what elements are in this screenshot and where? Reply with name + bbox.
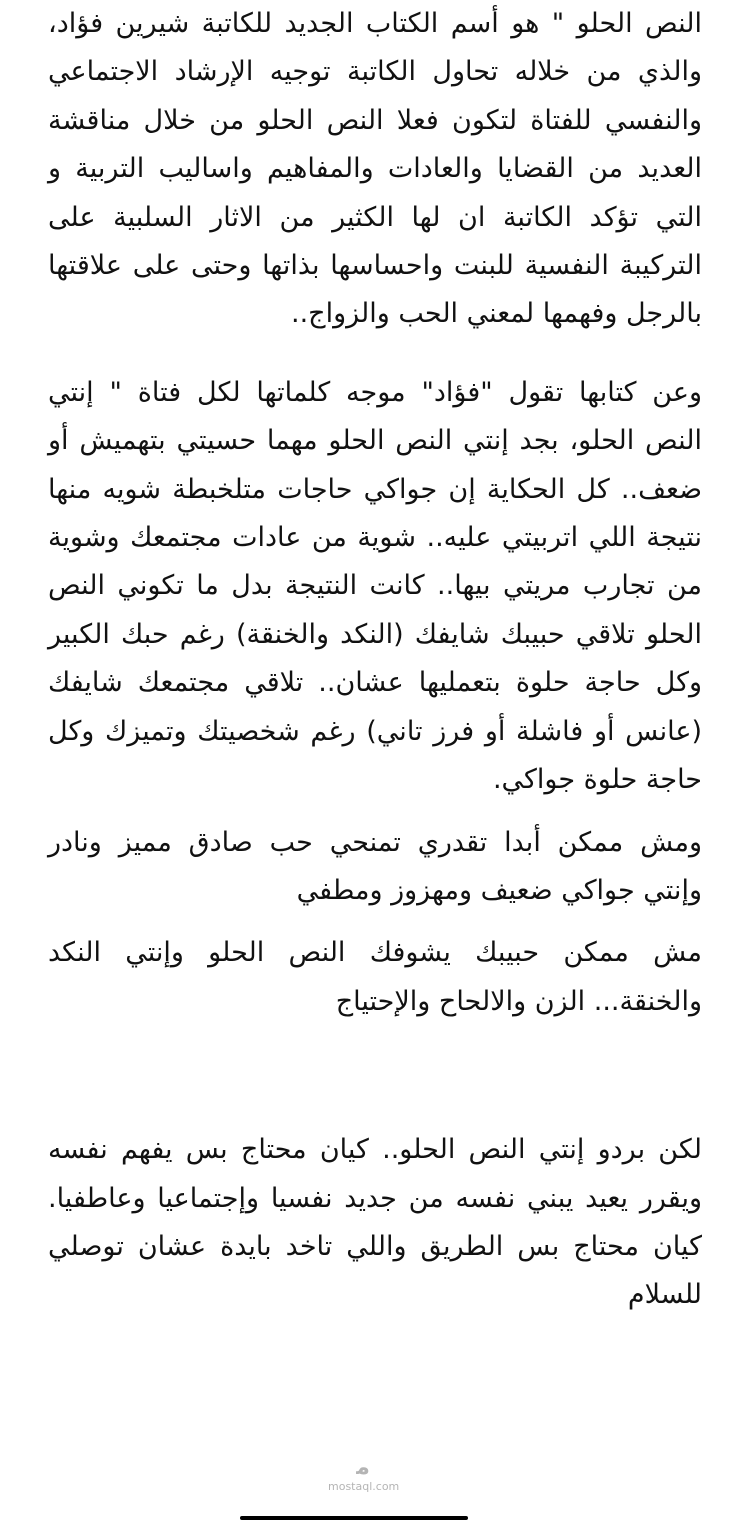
paragraph-partner: مش ممكن حبيبك يشوفك النص الحلو وإنتي النكد والخنقة... الزن والالحاح والإحتياج xyxy=(48,937,702,1017)
paragraph-intro: النص الحلو " هو أسم الكتاب الجديد للكاتبة شيرين فؤاد، والذي من خلاله تحاول الكاتبة توجيه الإرشاد الاجتماعي والنفسي للفتاة لتكون فعلا النص الحلو من خلال مناقشة العديد من القضايا والعادات والمفاهيم واساليب التربية و التي تؤكد الكاتبة ان لها الكثير من الاثار السلبية على التركيبة النفسية للبنت واحساسها بذاتها وحتى على علاقتها بالرجل وفهمها لمعني الحب والزواج.. xyxy=(48,8,702,330)
mostaql-watermark xyxy=(328,1456,398,1502)
paragraph-love: ومش ممكن أبدا تقدري تمنحي حب صادق مميز ونادر وإنتي جواكي ضعيف ومهزوز ومطفي xyxy=(48,826,702,906)
selection-underline xyxy=(240,1516,468,1520)
paragraph-conclusion: لكن بردو إنتي النص الحلو.. كيان محتاج بس يفهم نفسه ويقرر يعيد يبني نفسه من جديد نفسيا وإجتماعيا وعاطفيا. كيان محتاج بس الطريق واللي تاخد بايدة عشان توصلي للسلام xyxy=(48,1134,702,1311)
mostaql-logo-icon: ﻣ xyxy=(356,1455,370,1480)
watermark-text: mostaql.com xyxy=(328,1480,400,1493)
article-body xyxy=(48,0,702,1320)
paragraph-quote: وعن كتابها تقول "فؤاد" موجه كلماتها لكل فتاة " إنتي النص الحلو، بجد إنتي النص الحلو مهما حسيتي بتهميش أو ضعف.. كل الحكاية إن جواكي حاجات متلخبطة شويه منها نتيجة اللي اتربيتي عليه.. شوية من عادات مجتمعك وشوية من تجارب مريتي بيها.. كانت النتيجة بدل ما تكوني النص الحلو تلاقي حبيبك شايفك (النكد والخنقة) رغم حبك الكبير وكل حاجة حلوة بتعمليها عشان.. تلاقي مجتمعك شايفك (عانس أو فاشلة أو فرز تاني) رغم شخصيتك وتميزك وكل حاجة حلوة جواكي. xyxy=(48,376,702,796)
